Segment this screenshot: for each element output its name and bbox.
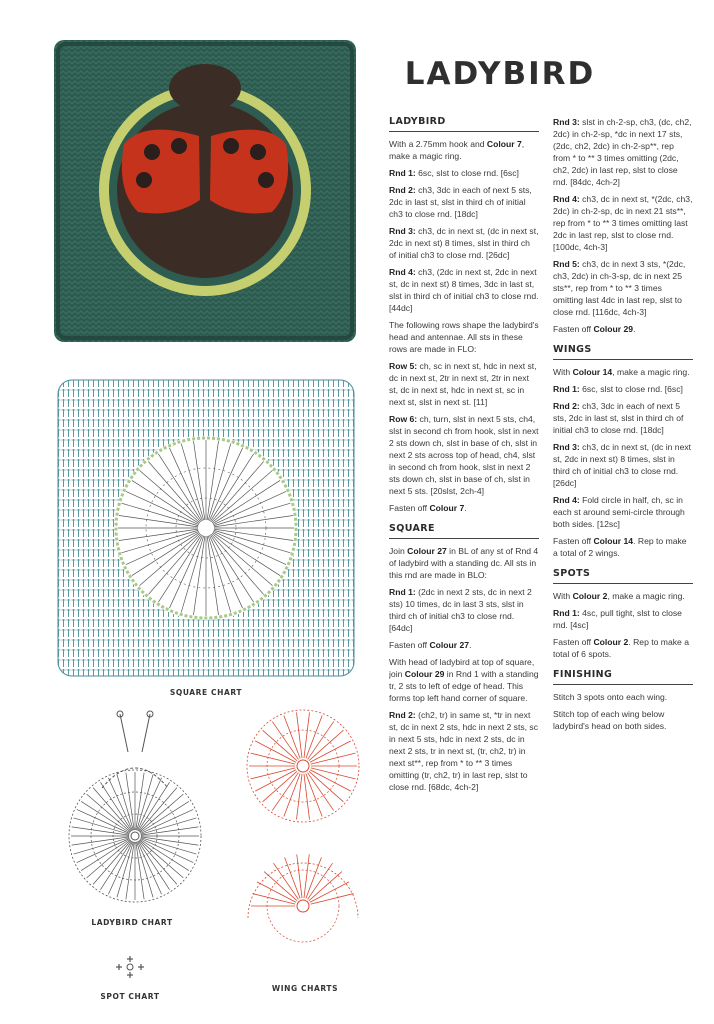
section-heading-wings: WINGS (553, 344, 693, 360)
instruction-paragraph: Row 6: ch, turn, slst in next 5 sts, ch4, slst in second ch from hook, slst in next 2 sts down ch, slst in base of ch, slst in next 2 sts across top of head, ch4, slst in second ch from hook, slst in next 2 sts down ch, slst in base of ch, slst in next 5 sts. [20slst, 2ch-4] (389, 414, 539, 496)
finishing-instructions (553, 691, 693, 732)
chart-stitch-mark (272, 722, 298, 760)
chart-stitch-mark (141, 827, 198, 835)
chart-stitch-mark (87, 794, 131, 832)
instruction-paragraph: The following rows shape the ladybird's head and antennae. All sts in these rows are made in FLO: (389, 320, 539, 354)
square-chart (56, 378, 356, 678)
ladybird-instructions (389, 138, 539, 514)
instruction-paragraph: Fasten off Colour 29. (553, 324, 636, 334)
instruction-paragraph: Rnd 1: 6sc, slst to close rnd. [6sc] (389, 168, 519, 178)
chart-stitch-mark (72, 827, 129, 835)
instruction-paragraph: Stitch 3 spots onto each wing. (553, 692, 668, 702)
instruction-paragraph: With Colour 14, make a magic ring. (553, 367, 690, 377)
chart-stitch-mark (309, 771, 343, 802)
chart-stitch-mark (308, 863, 333, 899)
instruction-paragraph: Rnd 1: (2dc in next 2 sts, dc in next 2 sts) 10 times, dc in last 3 sts, slst in third ch of initial ch3 to close rnd. [64dc] (389, 587, 532, 633)
spot-chart-caption: SPOT CHART (100, 992, 160, 1001)
instruction-paragraph: Rnd 1: 4sc, pull tight, slst to close rnd. [4sc] (553, 608, 682, 630)
ladybird-chart-caption: LADYBIRD CHART (91, 918, 173, 927)
chart-stitch-mark (141, 837, 198, 845)
chart-stitch-mark (263, 730, 297, 761)
chart-stitch-mark (93, 788, 131, 832)
chart-stitch-mark (308, 722, 334, 760)
ladybird-chart (62, 708, 208, 908)
instruction-paragraph: Fasten off Colour 14. Rep to make a total of 2 wings. (553, 536, 687, 558)
spot-chart (112, 954, 148, 980)
square-instructions (389, 545, 539, 793)
page-title: LADYBIRD (404, 56, 596, 92)
instruction-paragraph: With head of ladybird at top of square, join Colour 29 in Rnd 1 with a standing tr, 2 sts to left of edge of head. This forms top left hand corner of square. (389, 657, 539, 703)
instruction-paragraph: Join Colour 27 in BL of any st of Rnd 4 of ladybird with a standing dc. All sts in this rnd are made in BLO: (389, 546, 539, 580)
chart-stitch-mark (87, 840, 131, 878)
chart-stitch-mark (140, 840, 184, 878)
chart-stitch-mark (93, 841, 131, 885)
instruction-paragraph: Rnd 3: slst in ch-2-sp, ch3, (dc, ch2, 2dc) in ch-2-sp, *dc in next 17 sts, (2dc, ch2, 2dc) in ch-2-sp**, rep from * to ** 3 times omitting (2dc, ch2, 2dc) in last rep, slst to close rnd. [84dc, 4ch-2] (553, 117, 692, 187)
section-heading-finishing: FINISHING (553, 669, 693, 685)
instruction-paragraph: Rnd 2: ch3, 3dc in each of next 5 sts, 2dc in last st, slst in third ch of initial ch3 to close rnd. [18dc] (389, 185, 532, 219)
chart-stitch-mark (309, 872, 342, 901)
section-heading-ladybird: LADYBIRD (389, 116, 539, 132)
instruction-paragraph: Row 5: ch, sc in next st, hdc in next st, dc in next st, 2tr in next st, 2tr in next st, dc in next st, hdc in next st, sc in next st, slst in next st. [11] (389, 361, 537, 407)
chart-stitch-mark (139, 841, 177, 885)
chart-stitch-mark (126, 773, 134, 830)
instruction-paragraph: Rnd 1: 6sc, slst to close rnd. [6sc] (553, 384, 683, 394)
instructions-column-1 (389, 116, 539, 918)
instruction-paragraph: With a 2.75mm hook and Colour 7, make a magic ring. (389, 139, 525, 161)
chart-stitch-mark (72, 837, 129, 845)
section-heading-spots: SPOTS (553, 568, 693, 584)
chart-stitch-mark (136, 773, 144, 830)
chart-stitch-mark (126, 842, 134, 899)
instruction-paragraph: Rnd 4: Fold circle in half, ch, sc in each st around semi-circle through both sides. [12sc] (553, 495, 685, 529)
wing-charts (240, 706, 366, 976)
square-chart-caption: SQUARE CHART (169, 688, 243, 697)
instruction-paragraph: Rnd 4: ch3, (2dc in next st, 2dc in next st, dc in next st) 8 times, 3dc in last st, slst in third ch of initial ch3 to close rnd. [44dc] (389, 267, 539, 313)
instruction-paragraph: Rnd 4: ch3, dc in next st, *(2dc, ch3, 2dc) in ch-2-sp, dc in next 21 sts**, rep from * to ** 3 times omitting last 2dc in last rep, slst to close rnd. [100dc, 4ch-3] (553, 194, 693, 252)
instruction-paragraph: Rnd 2: ch3, 3dc in each of next 5 sts, 2dc in last st, slst in third ch of initial ch3 to close rnd. [18dc] (553, 401, 684, 435)
section-heading-square: SQUARE (389, 523, 539, 539)
instruction-paragraph: Stitch top of each wing below ladybird's head on both sides. (553, 709, 667, 731)
wings-instructions (553, 366, 693, 559)
instruction-paragraph: Fasten off Colour 7. (389, 503, 467, 513)
instruction-paragraph: Rnd 3: ch3, dc in next st, (dc in next st, 2dc in next st) 8 times, slst in third ch of initial ch3 to close rnd. [26dc] (553, 442, 692, 488)
wing-charts-caption: WING CHARTS (271, 984, 339, 993)
instruction-paragraph: Rnd 3: ch3, dc in next st, (dc in next st, 2dc in next st) 8 times, slst in third ch of initial ch3 to close rnd. [26dc] (389, 226, 539, 260)
instruction-paragraph: Rnd 2: (ch2, tr) in same st, *tr in next st, dc in next 2 sts, hdc in next 2 sts, sc in next 5 sts, hdc in next 2 sts, dc in next 2 sts, tr in next st, (tr, ch2, tr) in next st**, rep from * to ** 3 times omitting (tr, ch2, tr) in last rep, slst to close rnd. [68dc, 4ch-2] (389, 710, 539, 792)
instruction-paragraph: Fasten off Colour 27. (389, 640, 472, 650)
chart-stitch-mark (264, 872, 297, 901)
chart-stitch-mark (308, 773, 334, 811)
instruction-paragraph: Rnd 5: ch3, dc in next 3 sts, *(2dc, ch3, 2dc) in ch-3-sp, dc in next 25 sts**, rep from * to ** 3 times omitting last 4dc in last rep, slst to close rnd. [116dc, 4ch-3] (553, 259, 686, 317)
chart-stitch-mark (309, 730, 343, 761)
square-instructions-continued (553, 116, 693, 335)
spots-instructions (553, 590, 693, 660)
instructions-column-2 (553, 116, 693, 737)
instruction-paragraph: With Colour 2, make a magic ring. (553, 591, 685, 601)
ladybird-square-photo (54, 40, 356, 342)
chart-stitch-mark (272, 773, 298, 811)
chart-stitch-mark (263, 771, 297, 802)
chart-stitch-mark (139, 788, 177, 832)
instruction-paragraph: Fasten off Colour 2. Rep to make a total of 6 spots. (553, 637, 689, 659)
chart-stitch-mark (140, 794, 184, 832)
chart-stitch-mark (136, 842, 144, 899)
